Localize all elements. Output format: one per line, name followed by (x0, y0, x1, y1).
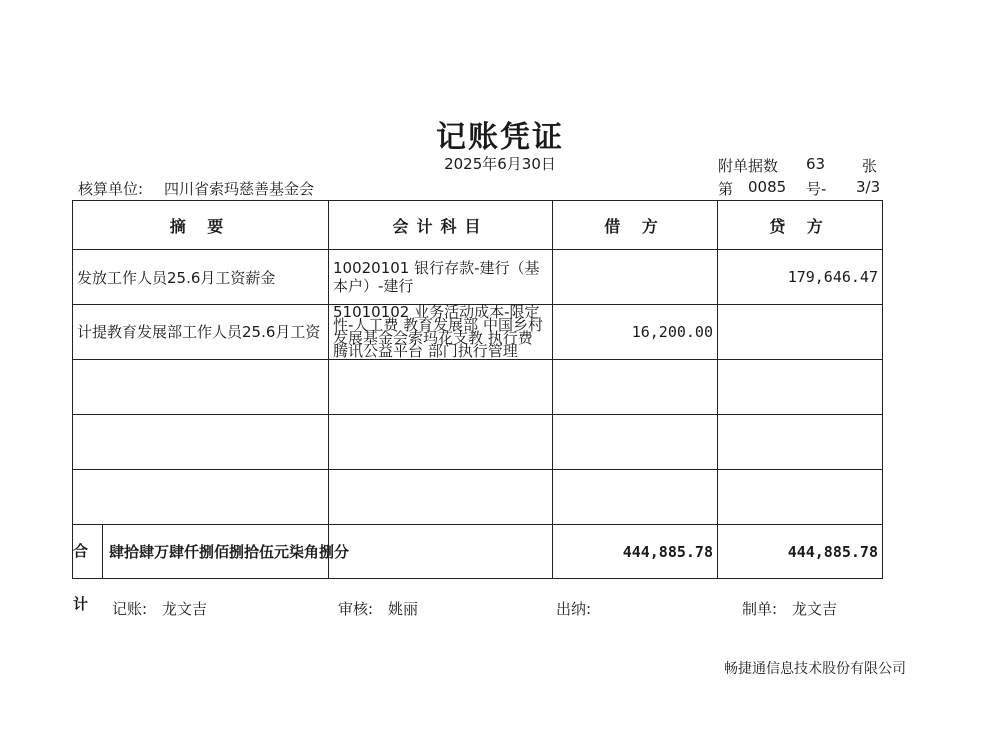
accounting-unit-label: 核算单位: (78, 180, 144, 198)
accounting-unit-name: 四川省索玛慈善基金会 (164, 180, 315, 198)
row-summary: 发放工作人员25.6月工资薪金 (73, 250, 329, 305)
header-credit: 贷 方 (718, 201, 883, 250)
total-debit: 444,885.78 (553, 525, 718, 579)
table-row (73, 360, 883, 415)
row-account: 51010102 业务活动成本-限定性-人工费 教育发展部 中国乡村发展基金会索玛花支教 执行费 腾讯公益平台 部门执行管理 (329, 305, 553, 360)
row-credit: 179,646.47 (718, 250, 883, 305)
table-row (73, 470, 883, 525)
total-account-spacer (329, 525, 553, 579)
voucher-date: 2025年6月30日 (444, 155, 556, 173)
row-summary (73, 470, 329, 525)
total-credit: 444,885.78 (718, 525, 883, 579)
row-debit (553, 470, 718, 525)
bookkeeper-name: 龙文吉 (162, 600, 208, 618)
row-credit (718, 415, 883, 470)
preparer-name: 龙文吉 (792, 600, 838, 618)
table-row (73, 250, 883, 305)
attachments-label: 附单据数 (718, 157, 779, 175)
header-account: 会计科目 (329, 201, 553, 250)
bookkeeper-label: 记账: (112, 600, 148, 618)
row-credit (718, 470, 883, 525)
row-credit (718, 305, 883, 360)
table-row (73, 415, 883, 470)
row-debit (553, 360, 718, 415)
attachments-count: 63 (806, 155, 826, 173)
voucher-page: 3/3 (856, 178, 881, 196)
preparer-label: 制单: (742, 600, 778, 618)
row-account (329, 360, 553, 415)
row-account (329, 415, 553, 470)
header-debit: 借 方 (553, 201, 718, 250)
table-header-row (73, 201, 883, 250)
row-summary (73, 360, 329, 415)
software-company: 畅捷通信息技术股份有限公司 (724, 661, 906, 677)
total-amount-in-words: 肆拾肆万肆仟捌佰捌拾伍元柒角捌分 (109, 543, 350, 561)
row-debit (553, 415, 718, 470)
auditor-label: 审核: (338, 600, 374, 618)
row-summary (73, 415, 329, 470)
row-account: 10020101 银行存款-建行（基本户）-建行 (329, 250, 553, 305)
header-summary: 摘 要 (73, 201, 329, 250)
voucher-number: 0085 (748, 178, 787, 196)
row-summary: 计提教育发展部工作人员25.6月工资 (73, 305, 329, 360)
cashier-label: 出纳: (556, 600, 592, 618)
row-debit (553, 250, 718, 305)
total-row (73, 525, 883, 579)
voucher-title: 记账凭证 (436, 120, 564, 155)
total-label: 合计 (73, 525, 103, 578)
row-account (329, 470, 553, 525)
voucher-number-suffix: 号- (806, 180, 827, 198)
row-debit: 16,200.00 (553, 305, 718, 360)
row-credit (718, 360, 883, 415)
attachments-unit: 张 (862, 157, 878, 175)
table-row (73, 305, 883, 360)
auditor-name: 姚丽 (388, 600, 419, 618)
voucher-number-prefix: 第 (718, 180, 734, 198)
